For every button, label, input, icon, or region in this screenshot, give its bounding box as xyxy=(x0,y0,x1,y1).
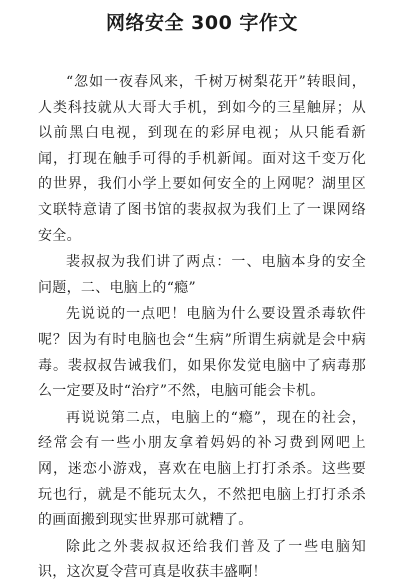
page-title: 网络安全 300 字作文 xyxy=(106,12,298,34)
paragraph-point-one: 先说说的一点吧！电脑为什么要设置杀毒软件呢？因为有时电脑也会“生病”所谓生病就是会中病毒。裴叔叔告诫我们，如果你发觉电脑中了病毒那么一定要及时“治疗”不然，电脑可能会卡机。 xyxy=(38,306,366,400)
paragraph-conclusion: 除此之外裴叔叔还给我们普及了一些电脑知识，这次夏令营可真是收获丰盛啊！ xyxy=(38,538,366,581)
paragraph-two-points: 裴叔叔为我们讲了两点：一、电脑本身的安全问题，二、电脑上的“瘾” xyxy=(38,254,366,296)
paragraph-point-two: 再说说第二点，电脑上的“瘾”，现在的社会，经常会有一些小朋友拿着妈妈的补习费到网吧上网，迷恋小游戏，喜欢在电脑上打打杀杀。这些要玩也行，就是不能玩太久，不然把电脑上打打杀杀的画面搬到现实世界那可就糟了。 xyxy=(38,409,366,529)
paragraph-intro: “忽如一夜春风来，千树万树梨花开”转眼间，人类科技就从大哥大手机，到如今的三星触屏；从以前黑白电视，到现在的彩屏电视；从只能看新闻，打现在触手可得的手机新闻。面对这千变万化的世界，我们小学上要如何安全的上网呢？湖里区文联特意请了图书馆的裴叔叔为我们上了一课网络安全。 xyxy=(38,74,366,244)
